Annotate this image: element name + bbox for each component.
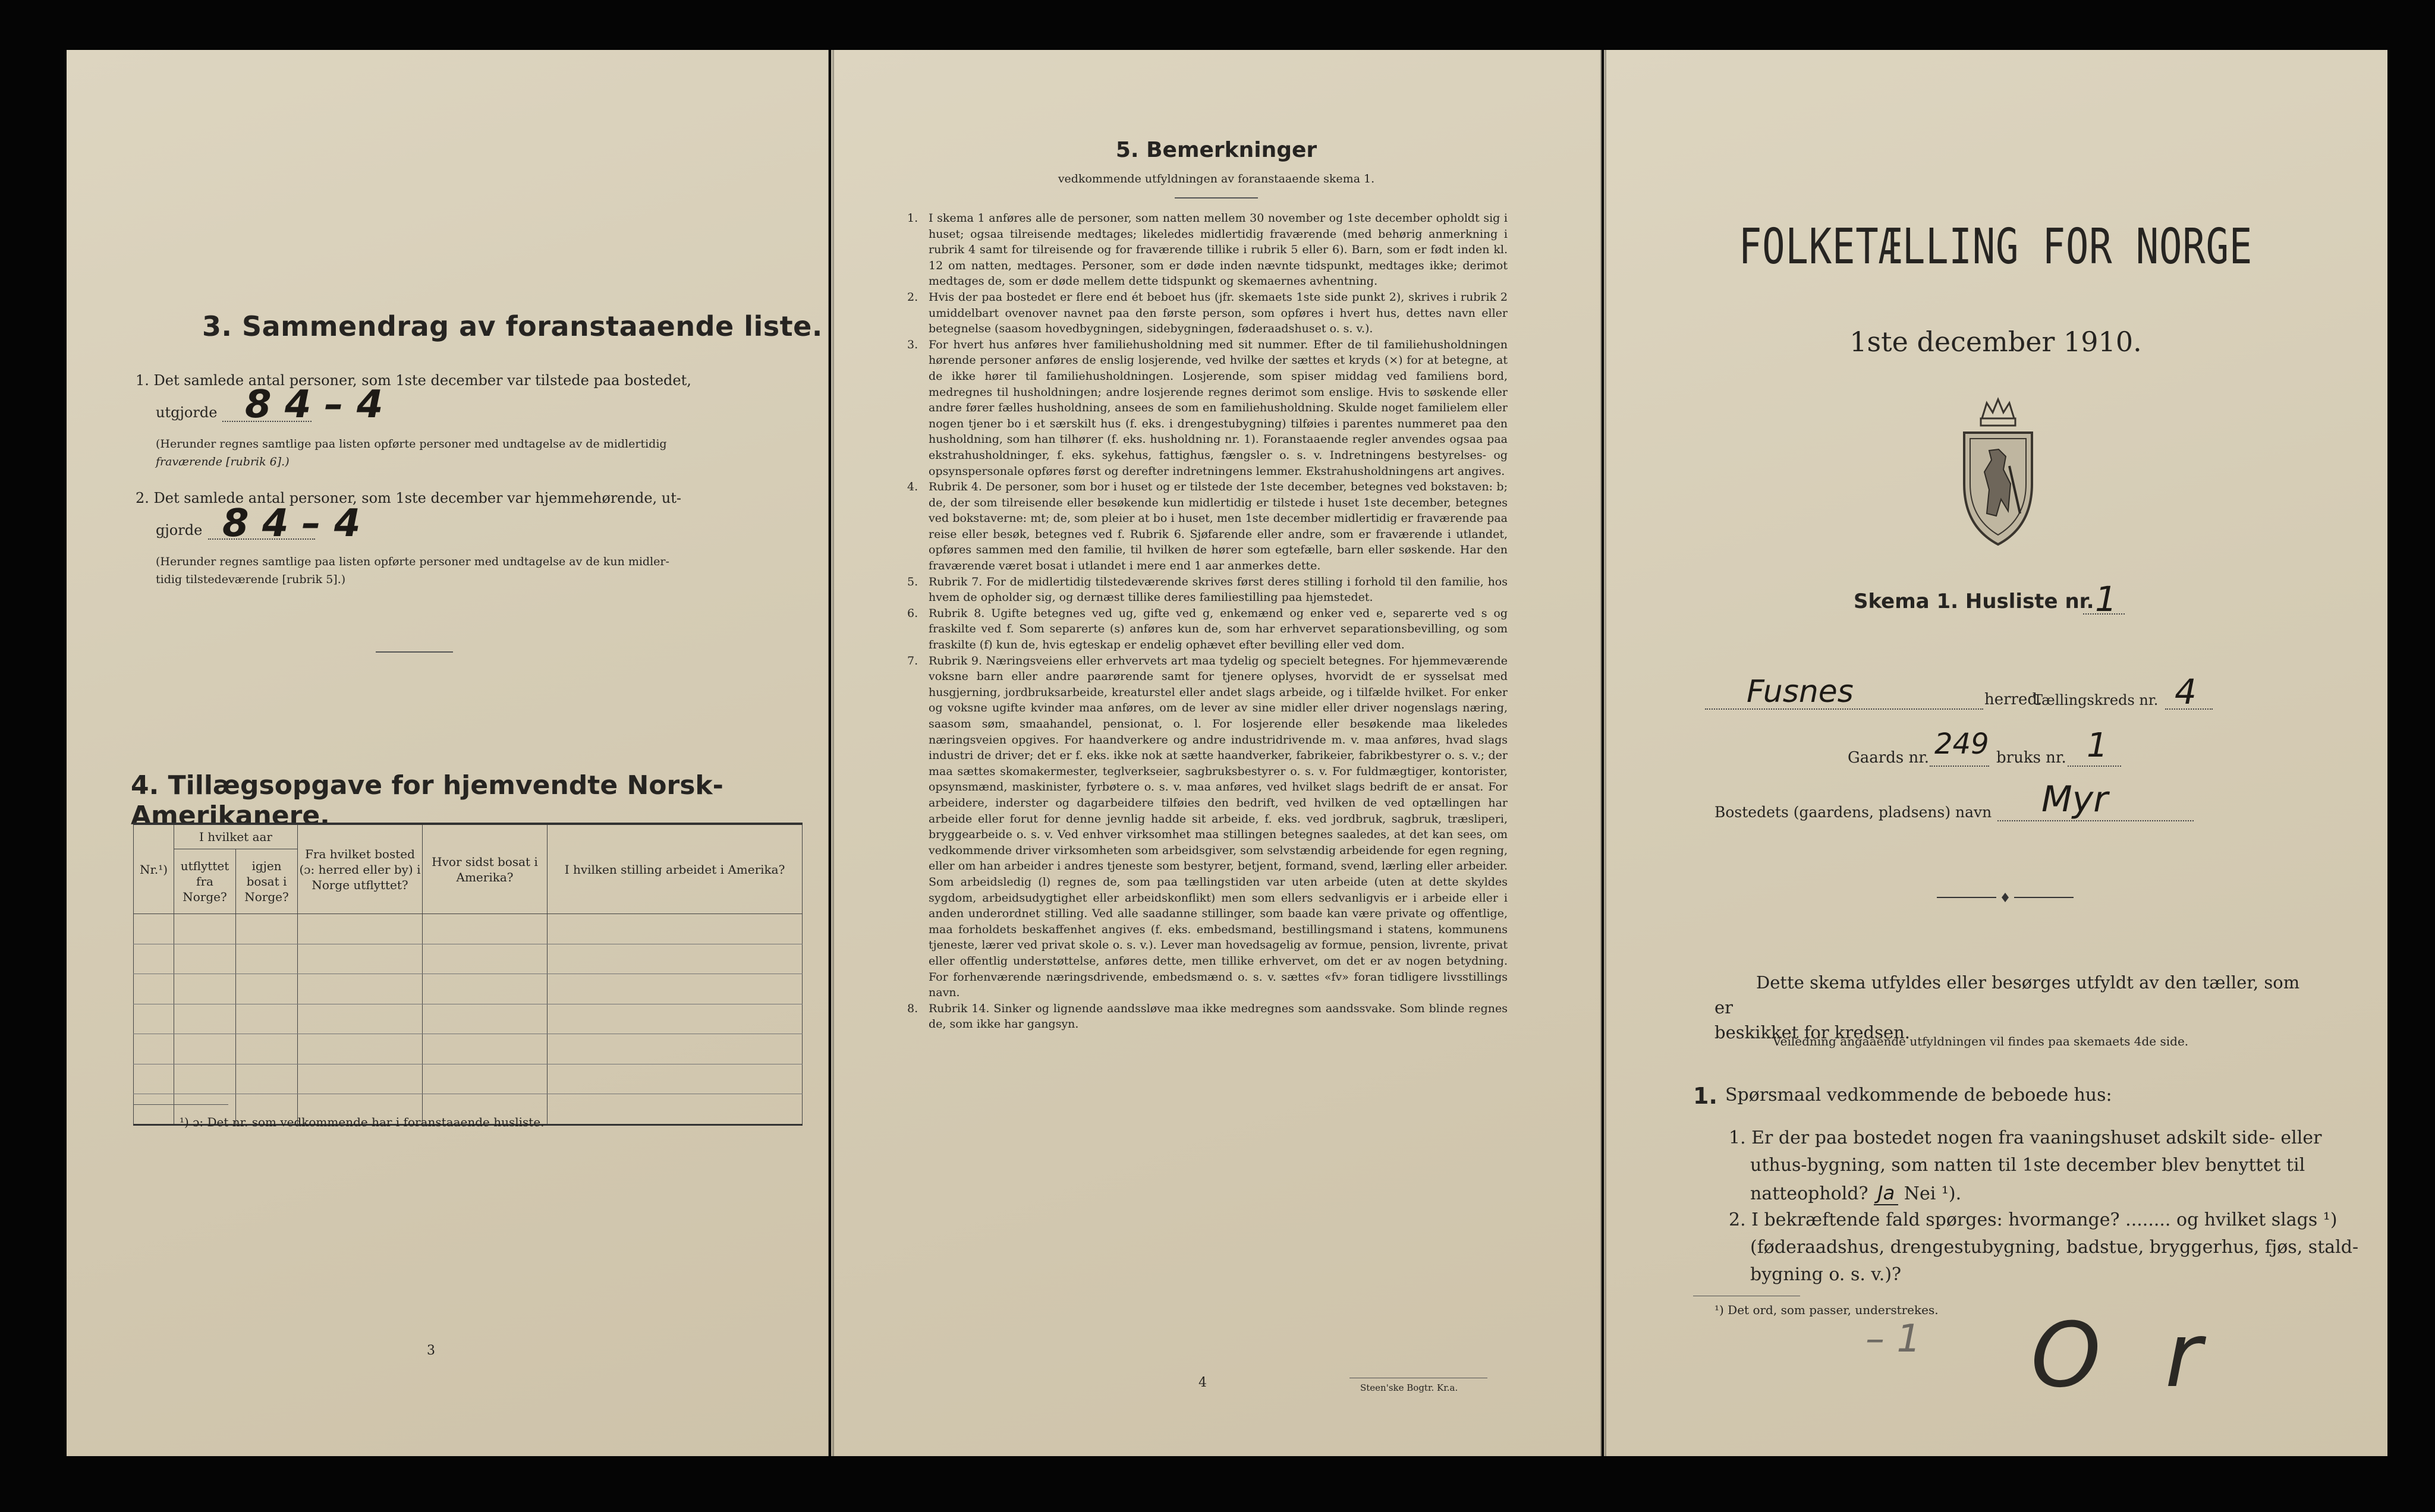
norsk-amerikanere-table (133, 823, 803, 1126)
item1-handwriting: 8 4 – 4 (245, 383, 383, 427)
table-row (134, 1004, 803, 1034)
remark-item: 7. Rubrik 9. Næringsveiens eller erhvervets art maa tydelig og specielt betegnes. For hjemmeværende voksne barn eller andre paarørende samt for tjenere oplyses, hvorvidt de er sysselsat med husgjerning, jordbruksarbeide, kreaturstel eller andet slags arbeide, og i tilfælde hvilket. For enker og voksne ugifte kvinder maa anføres, om de lever av sine midler eller driver nogenslags næring, saasom søm, smaahandel, pensionat, o. l. For losjerende eller besøkende maa likeledes næringsveien opgives. For haandverkere og andre industridrivende m. v. maa anføres, hvad slags industri de driver; det er f. eks. ikke nok at sætte haandverker, fabrikeier, fabrikbestyrer o. s. v.; der maa sættes skomakermester, teglverkseier, sagbruksbestyrer o. s. v. For fuldmægtiger, kontorister, opsynsmænd, maskinister, fyrbøtere o. s. v. maa anføres, ved hvilket slags bedrift de er ansat. For arbeidere, inderster og dagarbeidere tilføies den bedrift, ved hvilken de ved optællingen har arbeide eller forut for denne jevnlig hadde sit arbeide, f. eks. ved jordbruk, sagbruk, træsliperi, bryggearbeide o. s. v. Ved enhver virksomhet maa stillingen betegnes saaledes, at det kan sees, om vedkommende driver virksomheten som arbeidsgiver, som selvstændig arbeidende for egen regning, eller om han arbeider i andres tjeneste som bestyrer, betjent, formand, svend, lærling eller arbeider. Som arbeidsledig (l) regnes de, som paa tællingstiden var uten arbeide (uten at dette skyldes sygdom, arbeidsudygtighet eller arbeidskonflikt) men som ellers sedvanligvis er i arbeide eller i anden underordnet stilling. Ved alle saadanne stillinger, som baade kan være private og offentlige, maa forholdets beskaffenhet angives (f. eks. embedsmand, bestillingsmand i statens, kommunens tjeneste, lærer ved privat skole o. s. v.). Lever man hovedsagelig av formue, pension, livrente, privat eller offentlig understøttelse, anføres dette, men tillike erhvervet, om det er av nogen betydning. For forhenværende næringsdrivende, embedsmænd o. s. v. sættes «fv» foran tidligere livsstillings navn. (907, 654, 1508, 1000)
item1-line1: 1. Det samlede antal personer, som 1ste december var tilstede paa bostedet, (136, 372, 691, 389)
col-igjen: igjen bosat i Norge? (236, 849, 298, 914)
remarks-list (907, 210, 1508, 1032)
question-2: 2. I bekræftende fald spørges: hvormange? ........ og hvilket slags ¹) (føderaadshus, drengestubygning, badstue, bryggerhus, fjøs, stald- bygning o. s. v.)? (1729, 1209, 2359, 1285)
question-heading-num: 1. (1693, 1083, 1717, 1109)
page-number: 3 (427, 1343, 435, 1358)
kreds-value: 4 (2175, 672, 2197, 712)
table-row (134, 944, 803, 974)
col-nr: Nr.¹) (134, 824, 174, 914)
page3-footnote: ¹) Det ord, som passer, understrekes. (1714, 1303, 1939, 1317)
col-stilling: I hvilken stilling arbeidet i Amerika? (548, 824, 803, 914)
item2-line1: 2. Det samlede antal personer, som 1ste december var hjemmehørende, ut- (136, 490, 681, 506)
page-sammendrag (67, 50, 829, 1456)
husliste-nr-value: 1 (2095, 579, 2117, 619)
herred-label: herred. (1984, 691, 2043, 708)
table-row (134, 974, 803, 1004)
pencil-mark: – 1 (1865, 1317, 1921, 1361)
census-date: 1ste december 1910. (1849, 326, 2142, 358)
remarks-subtitle: vedkommende utfyldningen av foranstaaende skema 1. (1058, 172, 1375, 185)
stamp-handwriting: O r (2031, 1304, 2220, 1407)
coat-of-arms-icon (1953, 395, 2043, 549)
gaards-value: 249 (1934, 727, 1989, 761)
question-1: 1. Er der paa bostedet nogen fra vaaningshuset adskilt side- eller uthus-bygning, som natten til 1ste december blev benyttet til natteophold? Ja Nei ¹). (1729, 1127, 2322, 1204)
question-heading: Spørsmaal vedkommende de beboede hus: (1725, 1085, 2112, 1105)
table-row (134, 1034, 803, 1064)
remark-item: 4. Rubrik 4. De personer, som bor i huset og er tilstede der 1ste december, betegnes ved bokstaven: b; de, der som tilreisende eller besøkende kun midlertidig er tilstede i huset 1ste december, betegnes ved bokstaverne: mt; de, som pleier at bo i huset, men 1ste december midlertidig er fraværende paa reise eller besøk, betegnes ved f. Rubrik 6. Sjøfarende eller andre, som er fraværende i utlandet, opføres sammen med den familie, til hvilken de hører som egtefælle, barn eller søskende. Har den fraværende været bosat i utlandet i mere end 1 aar anmerkes dette. (907, 480, 1508, 573)
bosted-label: Bostedets (gaardens, pladsens) navn (1714, 804, 1992, 821)
gaards-label: Gaards nr. (1848, 749, 1930, 767)
col-amerika: Hvor sidst bosat i Amerika? (423, 824, 548, 914)
col-bosted: Fra hvilket bosted (ɔ: herred eller by) i Norge utflyttet? (298, 824, 423, 914)
col-group-aar: I hvilket aar (174, 824, 298, 849)
remark-item: 8. Rubrik 14. Sinker og lignende aandssløve maa ikke medregnes som aandssvake. Som blinde regnes de, som ikke har gangsyn. (907, 1001, 1508, 1031)
herred-value: Fusnes (1747, 674, 1854, 710)
kreds-label: Tællingskreds nr. (2033, 692, 2159, 708)
main-title: FOLKETÆLLING FOR NORGE (1738, 219, 2253, 275)
page-forside (1604, 50, 2387, 1456)
page-bemerkninger (831, 50, 1602, 1456)
item2-note2: tidig tilstedeværende [rubrik 5].) (156, 573, 346, 586)
remark-item: 3. For hvert hus anføres hver familiehusholdning med sit nummer. Efter de til familiehusholdningen hørende personer anføres de enslig losjerende, ved hvilke der sættes et kryds (×) for at betegne, at de ikke hører til familiehusholdningen. Losjerende, som spiser middag ved familiens bord, medregnes til husholdningen; andre losjerende regnes derimot som enslige. Hvis to søskende eller andre fører fælles husholdning, ansees de som en familiehusholdning. Skulde noget familielem eller nogen tjener bo i et særskilt hus (f. eks. i drengestubygning) tilføies i parentes nummeret paa den husholdning, som han tilhører (f. eks. husholdning nr. 1). Foranstaaende regler anvendes ogsaa paa ekstrahusholdninger, f. eks. sykehus, fattighus, fængsler o. s. v. Indretningens bestyrelses- og opsynspersonale opføres først og derefter indretningens lemmer. Ekstrahusholdningens art angives. (907, 338, 1508, 478)
section4-title: 4. Tillægsopgave for hjemvendte Norsk-Amerikanere. (131, 770, 723, 831)
item2-prefix: gjorde (156, 522, 203, 538)
item2-handwriting: 8 4 – 4 (222, 502, 361, 546)
table-footnote: ¹) ɔ: Det nr. som vedkommende har i foranstaaende husliste. (180, 1115, 545, 1129)
table-row (134, 914, 803, 944)
bruks-label: bruks nr. (1996, 749, 2066, 767)
printer-mark: Steen'ske Bogtr. Kr.a. (1360, 1382, 1458, 1393)
remark-item: 6. Rubrik 8. Ugifte betegnes ved ug, gifte ved g, enkemænd og enker ved e, separerte ved s og fraskilte ved f. Som separerte (s) anføres kun de, som har erhvervet separationsbevilling, og som fraskilte (f) kun de, hvis egteskap er endelig ophævet efter bevilling eller ved dom. (907, 606, 1508, 652)
instruction-line2: beskikket for kredsen. (1714, 1022, 1911, 1042)
item2-note1: (Herunder regnes samtlige paa listen opførte personer med undtagelse av de kun midler- (156, 555, 669, 568)
item1-note2: fraværende [rubrik 6].) (156, 455, 290, 468)
veiledning: Veiledning angaaende utfyldningen vil findes paa skemaets 4de side. (1773, 1034, 2189, 1048)
ornament-divider-icon (1937, 893, 2074, 905)
remarks-title: 5. Bemerkninger (1115, 138, 1317, 162)
instruction-line1: Dette skema utfyldes eller besørges utfyldt av den tæller, som er (1714, 972, 2300, 1018)
skema-label: Skema 1. Husliste nr. (1854, 590, 2094, 613)
item1-prefix: utgjorde (156, 404, 218, 421)
remark-item: 1. I skema 1 anføres alle de personer, som natten mellem 30 november og 1ste december opholdt sig i huset; ogsaa tilreisende medtages; likeledes midlertidig fraværende (med behørig anmerkning i rubrik 4 samt for tilreisende og for fraværende tillike i rubrik 5 eller 6). Barn, som er født inden kl. 12 om natten, medtages. Personer, som er døde inden nævnte tidspunkt, medtages ikke; derimot medtages de, som er døde mellem dette tidspunkt og skemaernes avhentning. (907, 212, 1508, 288)
answer-ja: Ja (1874, 1182, 1898, 1205)
bosted-value: Myr (2041, 779, 2108, 820)
remark-item: 5. Rubrik 7. For de midlertidig tilstedeværende skrives først deres stilling i forhold til den familie, hos hvem de opholder sig, og dernæst tillike deres familiestilling paa hjemstedet. (907, 575, 1508, 604)
table-row (134, 1064, 803, 1094)
bruks-value: 1 (2087, 726, 2108, 765)
item1-note1: (Herunder regnes samtlige paa listen opførte personer med undtagelse av de midlertidig (156, 437, 667, 451)
remark-item: 2. Hvis der paa bostedet er flere end ét beboet hus (jfr. skemaets 1ste side punkt 2), skrives i rubrik 2 umiddelbart ovenover navnet paa den første person, som opføres i hvert hus, dettes navn eller betegnelse (saasom hovedbygningen, sidebygningen, føderaadshuset o. s. v.). (907, 290, 1508, 336)
divider (376, 651, 453, 653)
section3-title: 3. Sammendrag av foranstaaende liste. (202, 310, 823, 342)
col-utflyttet: utflyttet fra Norge? (174, 849, 236, 914)
page-number: 4 (1198, 1375, 1207, 1390)
